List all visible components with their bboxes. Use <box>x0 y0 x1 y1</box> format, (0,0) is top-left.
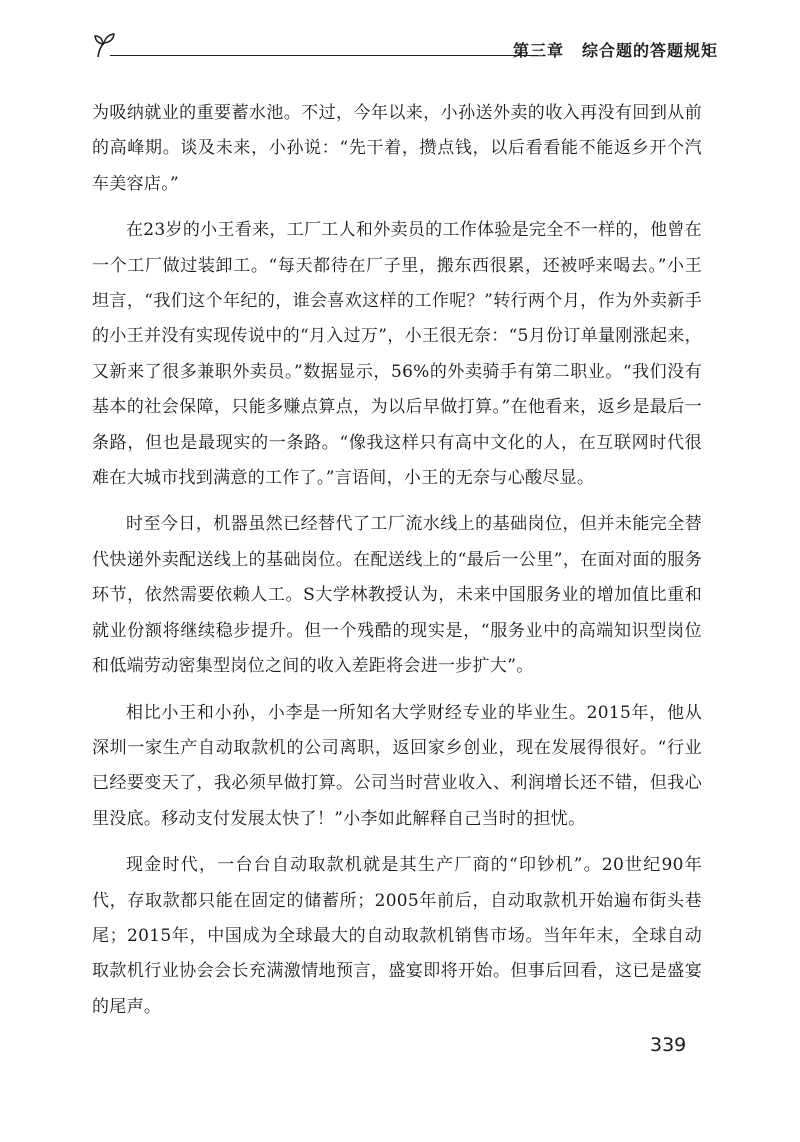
header-rule <box>110 55 538 56</box>
chapter-number: 第三章 <box>512 41 564 60</box>
paragraph-1: 为吸纳就业的重要蓄水池。不过，今年以来，小孙送外卖的收入再没有回到从前的高峰期。谈及未来，小孙说：“先干着，攒点钱，以后看看能不能返乡开个汽车美容店。” <box>92 103 702 194</box>
chapter-title: 综合题的答题规矩 <box>581 41 718 60</box>
paragraph-2: 在23岁的小王看来，工厂工人和外卖员的工作体验是完全不一样的，他曾在一个工厂做过装卸工。“每天都待在厂子里，搬东西很累，还被呼来喝去。”小王坦言，“我们这个年纪的，谁会喜欢这样的工作呢？”转行两个月，作为外卖新手的小王并没有实现传说中的“月入过万”，小王很无奈：“5月份订单量刚涨起来，又新来了很多兼职外卖员。”数据显示，56%的外卖骑手有第二职业。“我们没有基本的社会保障，只能多赚点算点，为以后早做打算。”在他看来，返乡是最后一条路，但也是最现实的一条路。“像我这样只有高中文化的人，在互联网时代很难在大城市找到满意的工作了。”言语间，小王的无奈与心酸尽显。 <box>92 220 702 489</box>
chapter-heading <box>513 38 718 61</box>
paragraph-4: 相比小王和小孙，小李是一所知名大学财经专业的毕业生。2015年，他从深圳一家生产自动取款机的公司离职，返回家乡创业，现在发展得很好。“行业已经要变天了，我必须早做打算。公司当时营业收入、利润增长还不错，但我心里没底。移动支付发展太快了！”小李如此解释自己当时的担忧。 <box>92 702 702 829</box>
paragraph-3: 时至今日，机器虽然已经替代了工厂流水线上的基础岗位，但并未能完全替代快递外卖配送线上的基础岗位。在配送线上的“最后一公里”，在面对面的服务环节，依然需要依赖人工。S大学林教授认为，未来中国服务业的增加值比重和就业份额将继续稳步提升。但一个残酷的现实是，“服务业中的高端知识型岗位和低端劳动密集型岗位之间的收入差距将会进一步扩大”。 <box>92 514 702 677</box>
body-text <box>92 96 702 1036</box>
paragraph-5: 现金时代，一台台自动取款机就是其生产厂商的“印钞机”。20世纪90年代，存取款都只能在固定的储蓄所；2005年前后，自动取款机开始遍布街头巷尾；2015年，中国成为全球最大的自动取款机销售市场。当年年末，全球自动取款机行业协会会长充满激情地预言，盛宴即将开始。但事后回看，这已是盛宴的尾声。 <box>92 855 703 1017</box>
page-header <box>92 30 718 64</box>
page-number: 339 <box>650 1034 687 1056</box>
